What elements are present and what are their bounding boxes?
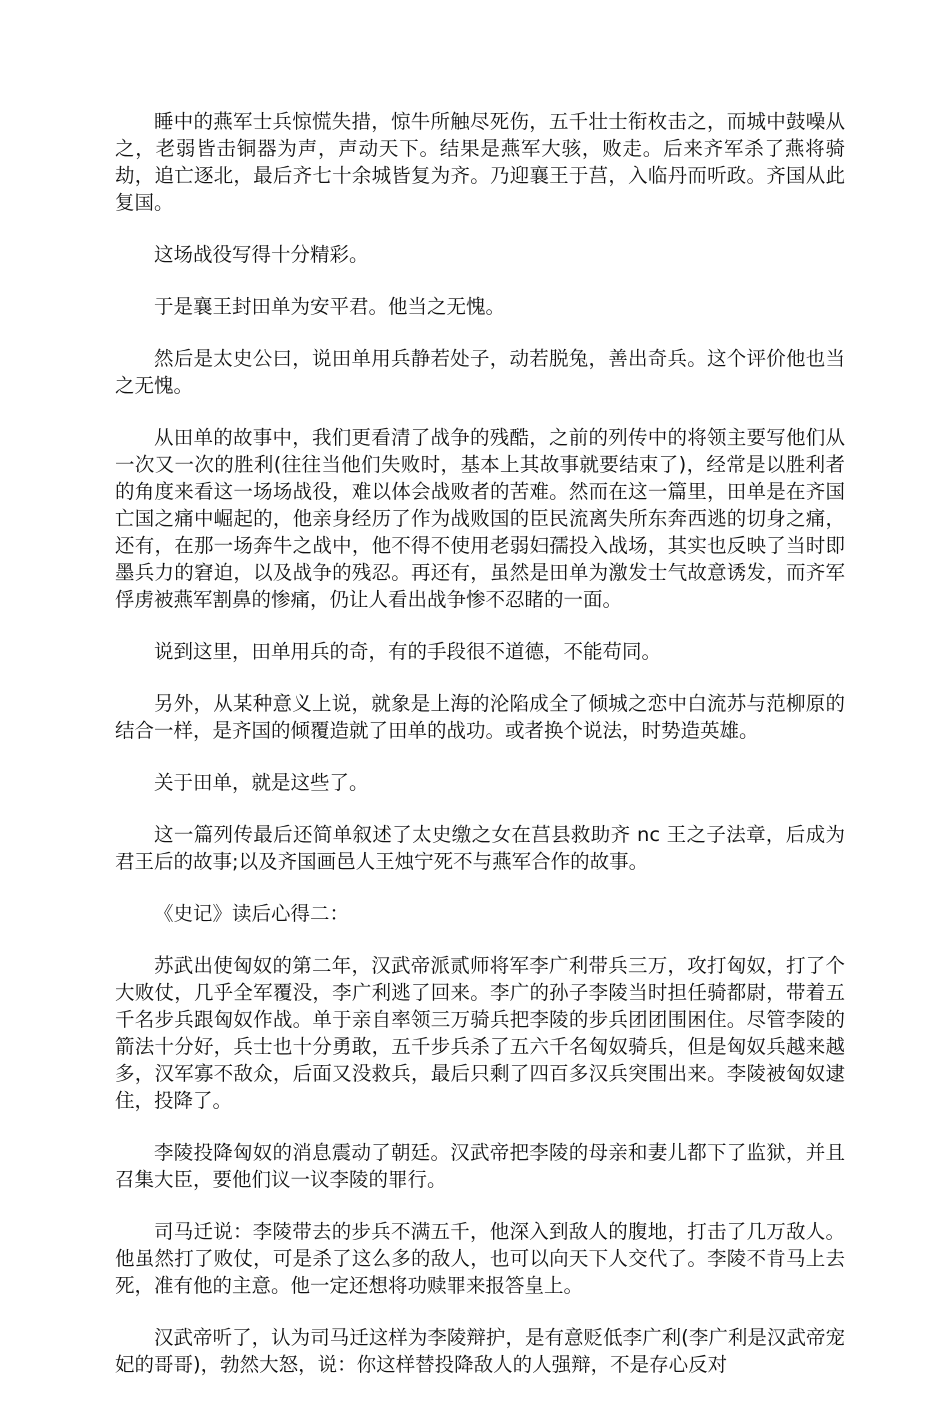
paragraph: 这场战役写得十分精彩。 (154, 243, 369, 266)
paragraph: 司马迁说：李陵带去的步兵不满五千，他深入到敌人的腹地，打击了几万敌人。他虽然打了败仗，可是杀了这么多的敌人，也可以向天下人交代了。李陵不肯马上去死，准有他的主意。他一定还想将功赎罪来报答皇上。 (115, 1220, 845, 1297)
paragraph: 从田单的故事中，我们更看清了战争的残酷，之前的列传中的将领主要写他们从一次又一次的胜利(往往当他们失败时，基本上其故事就要结束了)，经常是以胜利者的角度来看这一场场战役，难以体会战败者的苦难。然而在这一篇里，田单是在齐国亡国之痛中崛起的，他亲身经历了作为战败国的臣民流离失所东奔西逃的切身之痛，还有，在那一场奔牛之战中，他不得不使用老弱妇孺投入战场，其实也反映了当时即墨兵力的窘迫，以及战争的残忍。再还有，虽然是田单为激发士气故意诱发，而齐军俘虏被燕军割鼻的惨痛，仍让人看出战争惨不忍睹的一面。 (115, 426, 845, 611)
paragraph: 关于田单，就是这些了。 (154, 771, 369, 794)
paragraph: 于是襄王封田单为安平君。他当之无愧。 (154, 295, 506, 318)
paragraph: 李陵投降匈奴的消息震动了朝廷。汉武帝把李陵的母亲和妻儿都下了监狱，并且召集大臣，要他们议一议李陵的罪行。 (115, 1141, 845, 1191)
section-heading: 《史记》读后心得二： (154, 902, 350, 925)
paragraph: 然后是太史公曰，说田单用兵静若处子，动若脱兔，善出奇兵。这个评价他也当之无愧。 (115, 347, 845, 397)
paragraph: 说到这里，田单用兵的奇，有的手段很不道德，不能苟同。 (154, 640, 662, 663)
paragraph: 睡中的燕军士兵惊慌失措，惊牛所触尽死伤，五千壮士衔枚击之，而城中鼓噪从之，老弱皆击铜器为声，声动天下。结果是燕军大骇，败走。后来齐军杀了燕将骑劫，追亡逐北，最后齐七十余城皆复为齐。乃迎襄王于莒，入临丹而听政。齐国从此复国。 (115, 110, 845, 214)
document-page (115, 108, 845, 1403)
paragraph: 汉武帝听了，认为司马迁这样为李陵辩护，是有意贬低李广利(李广利是汉武帝宠妃的哥哥)，勃然大怒，说：你这样替投降敌人的人强辩，不是存心反对 (115, 1326, 845, 1376)
paragraph: 这一篇列传最后还简单叙述了太史缴之女在莒县救助齐 nc 王之子法章，后成为君王后的故事;以及齐国画邑人王烛宁死不与燕军合作的故事。 (115, 823, 845, 873)
paragraph: 苏武出使匈奴的第二年，汉武帝派贰师将军李广利带兵三万，攻打匈奴，打了个大败仗，几乎全军覆没，李广利逃了回来。李广的孙子李陵当时担任骑都尉，带着五千名步兵跟匈奴作战。单于亲自率领三万骑兵把李陵的步兵团团围困住。尽管李陵的箭法十分好，兵士也十分勇敢，五千步兵杀了五六千名匈奴骑兵，但是匈奴兵越来越多，汉军寡不敌众，后面又没救兵，最后只剩了四百多汉兵突围出来。李陵被匈奴逮住，投降了。 (115, 954, 845, 1112)
paragraph: 另外，从某种意义上说，就象是上海的沦陷成全了倾城之恋中白流苏与范柳原的结合一样，是齐国的倾覆造就了田单的战功。或者换个说法，时势造英雄。 (115, 692, 845, 742)
